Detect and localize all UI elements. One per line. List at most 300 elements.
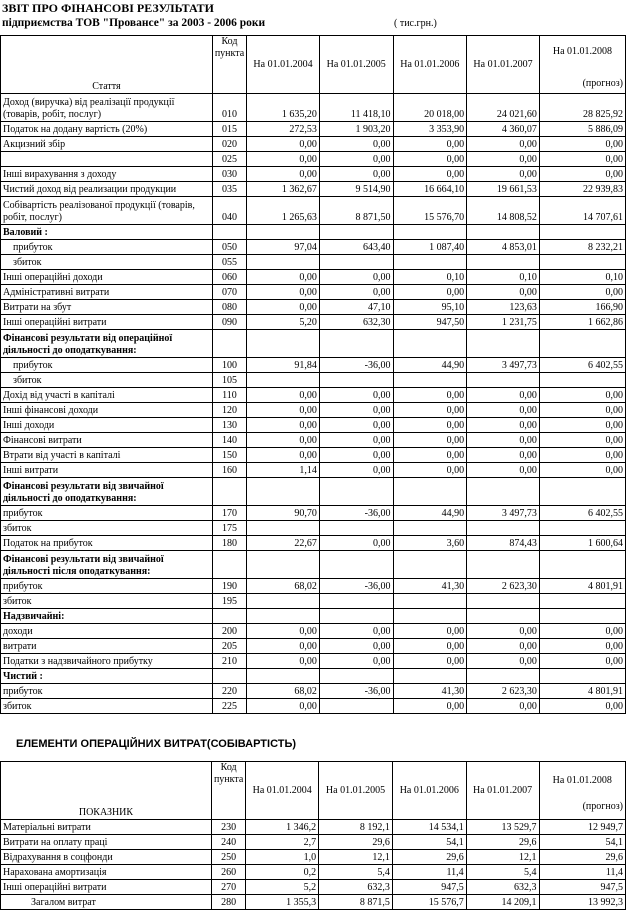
row-value: 0,00 (539, 624, 625, 639)
row-value: 1 662,86 (539, 315, 625, 330)
row-value: 14 707,61 (539, 197, 625, 225)
row-code: 175 (212, 521, 246, 536)
row-value: 0,00 (539, 463, 625, 478)
row-value: 0,00 (539, 403, 625, 418)
table-row (1, 240, 626, 255)
row-value: 3 497,73 (467, 358, 540, 373)
row-label: прибуток (1, 684, 213, 699)
row-value: 0,00 (393, 639, 467, 654)
row-label: Відрахування в соцфонди (1, 850, 212, 865)
row-label (1, 152, 213, 167)
row-label: Валовий : (1, 225, 213, 240)
row-value (247, 255, 320, 270)
header-date: На 01.01.2008 (552, 774, 612, 786)
row-value (467, 478, 540, 506)
header-date: На 01.01.2007 (466, 762, 539, 820)
table-row (1, 197, 626, 225)
row-value: 0,00 (393, 624, 467, 639)
row-value (467, 551, 540, 579)
row-value: 1,0 (246, 850, 319, 865)
row-value (393, 373, 467, 388)
row-value (467, 669, 540, 684)
row-label: прибуток (1, 358, 213, 373)
row-label: Витрати на збут (1, 300, 213, 315)
row-code: 190 (212, 579, 246, 594)
row-value: 54,1 (392, 835, 466, 850)
header-date: На 01.01.2007 (467, 36, 540, 94)
row-label: Податок на прибуток (1, 536, 213, 551)
row-value: 4 360,07 (467, 122, 540, 137)
row-value (467, 330, 540, 358)
table-row (1, 433, 626, 448)
row-value: 1 600,64 (539, 536, 625, 551)
row-code (212, 609, 246, 624)
table-row (1, 624, 626, 639)
row-value: 0,10 (393, 270, 467, 285)
row-label: Нарахована амортизація (1, 865, 212, 880)
row-value: 0,00 (319, 639, 393, 654)
row-value: 0,00 (393, 433, 467, 448)
header-date: На 01.01.2008 (552, 45, 613, 57)
table-row (1, 639, 626, 654)
row-value: 2 623,30 (467, 684, 540, 699)
row-value: 20 018,00 (393, 94, 467, 122)
row-value: 0,00 (467, 167, 540, 182)
row-value (393, 594, 467, 609)
row-value (393, 521, 467, 536)
row-label: Інші операційні витрати (1, 315, 213, 330)
header-date-forecast (539, 762, 626, 820)
row-value: 28 825,92 (539, 94, 625, 122)
row-value: 8 232,21 (539, 240, 625, 255)
header-date: На 01.01.2005 (319, 762, 393, 820)
row-value (539, 594, 625, 609)
header-date: На 01.01.2004 (247, 36, 320, 94)
header-forecast: (прогноз) (582, 800, 623, 812)
row-value: 0,00 (467, 403, 540, 418)
table-row (1, 152, 626, 167)
row-label: Адміністративні витрати (1, 285, 213, 300)
row-label: Інші операційні доходи (1, 270, 213, 285)
row-label: Інші витрати (1, 463, 213, 478)
row-label: Акцизний збір (1, 137, 213, 152)
row-code: 180 (212, 536, 246, 551)
row-label: збиток (1, 594, 213, 609)
row-value (539, 330, 625, 358)
row-code (212, 225, 246, 240)
row-code: 055 (212, 255, 246, 270)
row-value: 0,00 (467, 418, 540, 433)
row-value: 947,5 (539, 880, 626, 895)
row-label: Податки з надзвичайного прибутку (1, 654, 213, 669)
row-value: 0,00 (393, 654, 467, 669)
table-row (1, 463, 626, 478)
row-value: 0,00 (467, 433, 540, 448)
row-label: Фінансові результати від звичайної діяльності до оподаткування: (1, 478, 213, 506)
row-code: 130 (212, 418, 246, 433)
row-value: 0,00 (247, 167, 320, 182)
row-value: 14 534,1 (392, 820, 466, 835)
table-row (1, 551, 626, 579)
row-code: 240 (211, 835, 245, 850)
header-code: Код пункта (211, 762, 245, 820)
row-label: Інші вирахування з доходу (1, 167, 213, 182)
row-value: 14 808,52 (467, 197, 540, 225)
row-value: 0,00 (393, 137, 467, 152)
table-row (1, 448, 626, 463)
row-label: Фінансові результати від звичайної діяльності після оподаткування: (1, 551, 213, 579)
row-value: 0,00 (467, 152, 540, 167)
row-code: 040 (212, 197, 246, 225)
row-value (393, 225, 467, 240)
row-code: 030 (212, 167, 246, 182)
row-label: Дохід від участі в капіталі (1, 388, 213, 403)
table-row (1, 579, 626, 594)
row-value: 0,00 (467, 388, 540, 403)
row-value: 0,00 (319, 448, 393, 463)
table-row (1, 850, 626, 865)
table-row (1, 865, 626, 880)
row-value: 0,00 (539, 388, 625, 403)
row-value: 15 576,70 (393, 197, 467, 225)
row-value: 0,00 (467, 463, 540, 478)
row-value: 41,30 (393, 684, 467, 699)
row-value: 0,00 (393, 167, 467, 182)
row-code: 090 (212, 315, 246, 330)
header-article: Стаття (1, 36, 213, 94)
row-code: 225 (212, 699, 246, 714)
row-value: 4 801,91 (539, 684, 625, 699)
row-value (467, 225, 540, 240)
row-code (212, 330, 246, 358)
row-value: 0,00 (539, 418, 625, 433)
row-value: -36,00 (319, 579, 393, 594)
row-code: 110 (212, 388, 246, 403)
row-value: 4 853,01 (467, 240, 540, 255)
row-value (247, 594, 320, 609)
table-row (1, 835, 626, 850)
table-row (1, 684, 626, 699)
row-value: 947,50 (393, 315, 467, 330)
row-value: 29,6 (319, 835, 393, 850)
table-row (1, 225, 626, 240)
row-value: 0,00 (539, 167, 625, 182)
row-value (247, 551, 320, 579)
row-value: 0,00 (467, 137, 540, 152)
row-value: 29,6 (539, 850, 626, 865)
row-value: 0,00 (247, 448, 320, 463)
row-value: 44,90 (393, 506, 467, 521)
row-value: 47,10 (319, 300, 393, 315)
row-value (539, 255, 625, 270)
row-value: 0,00 (467, 654, 540, 669)
row-value: 41,30 (393, 579, 467, 594)
row-value: 11,4 (392, 865, 466, 880)
row-value: 29,6 (392, 850, 466, 865)
row-value (247, 521, 320, 536)
row-value: 0,00 (539, 285, 625, 300)
row-label: Інші операційні витрати (1, 880, 212, 895)
unit-label: ( тис.грн.) (394, 18, 437, 29)
row-value: 90,70 (247, 506, 320, 521)
row-value: 22,67 (247, 536, 320, 551)
row-value: 0,00 (247, 639, 320, 654)
table-row (1, 609, 626, 624)
table-row (1, 478, 626, 506)
row-value: 6 402,55 (539, 358, 625, 373)
row-value: 29,6 (466, 835, 539, 850)
row-code: 025 (212, 152, 246, 167)
row-label: Чистий доход від реализации продукции (1, 182, 213, 197)
table-row (1, 255, 626, 270)
row-value (539, 373, 625, 388)
table-row (1, 521, 626, 536)
row-value: 6 402,55 (539, 506, 625, 521)
table-row (1, 880, 626, 895)
row-value: 12,1 (466, 850, 539, 865)
table-row (1, 699, 626, 714)
row-code: 080 (212, 300, 246, 315)
row-value: 0,00 (393, 699, 467, 714)
row-code: 210 (212, 654, 246, 669)
financial-results-table (0, 35, 626, 714)
row-value: 0,10 (467, 270, 540, 285)
row-label: Матеріальні витрати (1, 820, 212, 835)
row-value: 0,00 (247, 418, 320, 433)
row-value: 8 192,1 (319, 820, 393, 835)
row-value: -36,00 (319, 506, 393, 521)
row-value: 1 635,20 (247, 94, 320, 122)
row-value (319, 594, 393, 609)
row-value (319, 609, 393, 624)
row-value: 0,00 (467, 639, 540, 654)
row-label: Чистий : (1, 669, 213, 684)
row-value (319, 373, 393, 388)
row-value: 0,00 (319, 152, 393, 167)
row-value: 3 497,73 (467, 506, 540, 521)
row-value: 68,02 (247, 579, 320, 594)
row-value: 0,00 (319, 654, 393, 669)
row-value: 3,60 (393, 536, 467, 551)
row-value: 0,00 (539, 152, 625, 167)
row-value: 4 801,91 (539, 579, 625, 594)
row-code: 200 (212, 624, 246, 639)
row-value (319, 330, 393, 358)
row-label: збиток (1, 255, 213, 270)
row-value (247, 225, 320, 240)
row-value: 632,3 (319, 880, 393, 895)
row-value: 0,00 (247, 654, 320, 669)
row-value: 874,43 (467, 536, 540, 551)
row-value: 24 021,60 (467, 94, 540, 122)
row-value: 0,00 (319, 137, 393, 152)
row-code: 015 (212, 122, 246, 137)
row-value (539, 225, 625, 240)
row-value: 0,00 (247, 624, 320, 639)
row-value: 947,5 (392, 880, 466, 895)
row-value: 2 623,30 (467, 579, 540, 594)
row-value: 15 576,7 (392, 895, 466, 910)
table-row (1, 285, 626, 300)
row-value: 1 903,20 (319, 122, 393, 137)
row-label: доходи (1, 624, 213, 639)
header-date: На 01.01.2006 (393, 36, 467, 94)
row-value (467, 521, 540, 536)
table-row (1, 137, 626, 152)
row-value: 0,00 (319, 463, 393, 478)
row-value: 1,14 (247, 463, 320, 478)
header-date: На 01.01.2005 (319, 36, 393, 94)
table-row (1, 388, 626, 403)
row-value: -36,00 (319, 358, 393, 373)
header-forecast: (прогноз) (582, 77, 623, 89)
row-value: 0,00 (539, 654, 625, 669)
row-value (319, 255, 393, 270)
row-label: Фінансові витрати (1, 433, 213, 448)
row-value: 5,2 (246, 880, 319, 895)
table-row (1, 300, 626, 315)
row-code: 020 (212, 137, 246, 152)
row-value: 1 362,67 (247, 182, 320, 197)
row-value (247, 330, 320, 358)
row-value: 11 418,10 (319, 94, 393, 122)
row-value (539, 609, 625, 624)
header-date-forecast (539, 36, 625, 94)
row-value: 0,00 (319, 403, 393, 418)
row-value (539, 478, 625, 506)
row-value (393, 255, 467, 270)
row-value: 12 949,7 (539, 820, 626, 835)
row-value: 68,02 (247, 684, 320, 699)
row-value: 0,00 (319, 536, 393, 551)
row-value: 97,04 (247, 240, 320, 255)
row-value: 0,00 (319, 388, 393, 403)
row-code: 230 (211, 820, 245, 835)
row-code: 120 (212, 403, 246, 418)
row-label: Доход (виручка) від реалізації продукції (товарів, робіт, послуг) (1, 94, 213, 122)
row-value (319, 551, 393, 579)
operating-costs-table (0, 761, 626, 910)
row-value: 14 209,1 (466, 895, 539, 910)
row-value: 12,1 (319, 850, 393, 865)
row-code (212, 669, 246, 684)
row-value: 0,00 (467, 624, 540, 639)
row-value: 5 886,09 (539, 122, 625, 137)
row-value: 1 355,3 (246, 895, 319, 910)
row-value: 0,00 (247, 403, 320, 418)
row-value (467, 373, 540, 388)
row-code: 220 (212, 684, 246, 699)
table-row (1, 418, 626, 433)
row-label: витрати (1, 639, 213, 654)
row-value: 0,00 (247, 300, 320, 315)
row-code: 260 (211, 865, 245, 880)
row-value: 22 939,83 (539, 182, 625, 197)
header-indicator: ПОКАЗНИК (1, 762, 212, 820)
row-value (319, 521, 393, 536)
row-value: 0,00 (319, 270, 393, 285)
row-value: 0,00 (319, 433, 393, 448)
row-label: Фінансові результати від операційної діяльності до оподаткування: (1, 330, 213, 358)
row-value (319, 699, 393, 714)
row-value: 1 265,63 (247, 197, 320, 225)
table-row (1, 182, 626, 197)
table-row (1, 506, 626, 521)
row-code: 050 (212, 240, 246, 255)
row-value: 632,30 (319, 315, 393, 330)
row-value (319, 225, 393, 240)
row-value: 11,4 (539, 865, 626, 880)
report-title: ЗВІТ ПРО ФІНАНСОВІ РЕЗУЛЬТАТИ (2, 1, 214, 15)
row-label: Загалом витрат (1, 895, 212, 910)
row-value (319, 478, 393, 506)
row-value: 0,10 (539, 270, 625, 285)
row-value: 0,00 (319, 285, 393, 300)
row-label: Собівартість реалізованої продукції (товарів, робіт, послуг) (1, 197, 213, 225)
table-row (1, 403, 626, 418)
row-value: 5,4 (319, 865, 393, 880)
row-code: 205 (212, 639, 246, 654)
row-code (212, 478, 246, 506)
row-value: 9 514,90 (319, 182, 393, 197)
row-value: 0,00 (393, 403, 467, 418)
table-row (1, 654, 626, 669)
row-label: збиток (1, 373, 213, 388)
row-value: 0,00 (539, 448, 625, 463)
row-code: 170 (212, 506, 246, 521)
row-label: Втрати від участі в капіталі (1, 448, 213, 463)
row-value: 0,00 (539, 699, 625, 714)
row-label: прибуток (1, 506, 213, 521)
row-value: 91,84 (247, 358, 320, 373)
row-value: 0,00 (319, 167, 393, 182)
table-row (1, 373, 626, 388)
row-value (247, 669, 320, 684)
row-code: 070 (212, 285, 246, 300)
row-label: збиток (1, 521, 213, 536)
row-value: 0,00 (247, 137, 320, 152)
row-value: 0,00 (539, 433, 625, 448)
table-row (1, 669, 626, 684)
row-code: 035 (212, 182, 246, 197)
row-label: Витрати на оплату праці (1, 835, 212, 850)
row-label: Податок на додану вартість (20%) (1, 122, 213, 137)
row-value: 0,00 (319, 624, 393, 639)
row-value: 3 353,90 (393, 122, 467, 137)
row-value (247, 478, 320, 506)
table-row (1, 594, 626, 609)
row-value: 1 087,40 (393, 240, 467, 255)
row-value: 19 661,53 (467, 182, 540, 197)
row-value: 0,00 (319, 418, 393, 433)
row-value: 0,00 (247, 388, 320, 403)
row-value (247, 609, 320, 624)
row-value (539, 551, 625, 579)
row-code: 195 (212, 594, 246, 609)
row-value (393, 609, 467, 624)
row-value: -36,00 (319, 684, 393, 699)
row-value: 643,40 (319, 240, 393, 255)
row-label: прибуток (1, 240, 213, 255)
row-value: 0,00 (393, 463, 467, 478)
row-code (212, 551, 246, 579)
row-value: 0,00 (393, 152, 467, 167)
row-value: 0,00 (539, 137, 625, 152)
row-value: 0,00 (247, 285, 320, 300)
row-value (319, 669, 393, 684)
row-label: Інші доходи (1, 418, 213, 433)
row-value (467, 609, 540, 624)
